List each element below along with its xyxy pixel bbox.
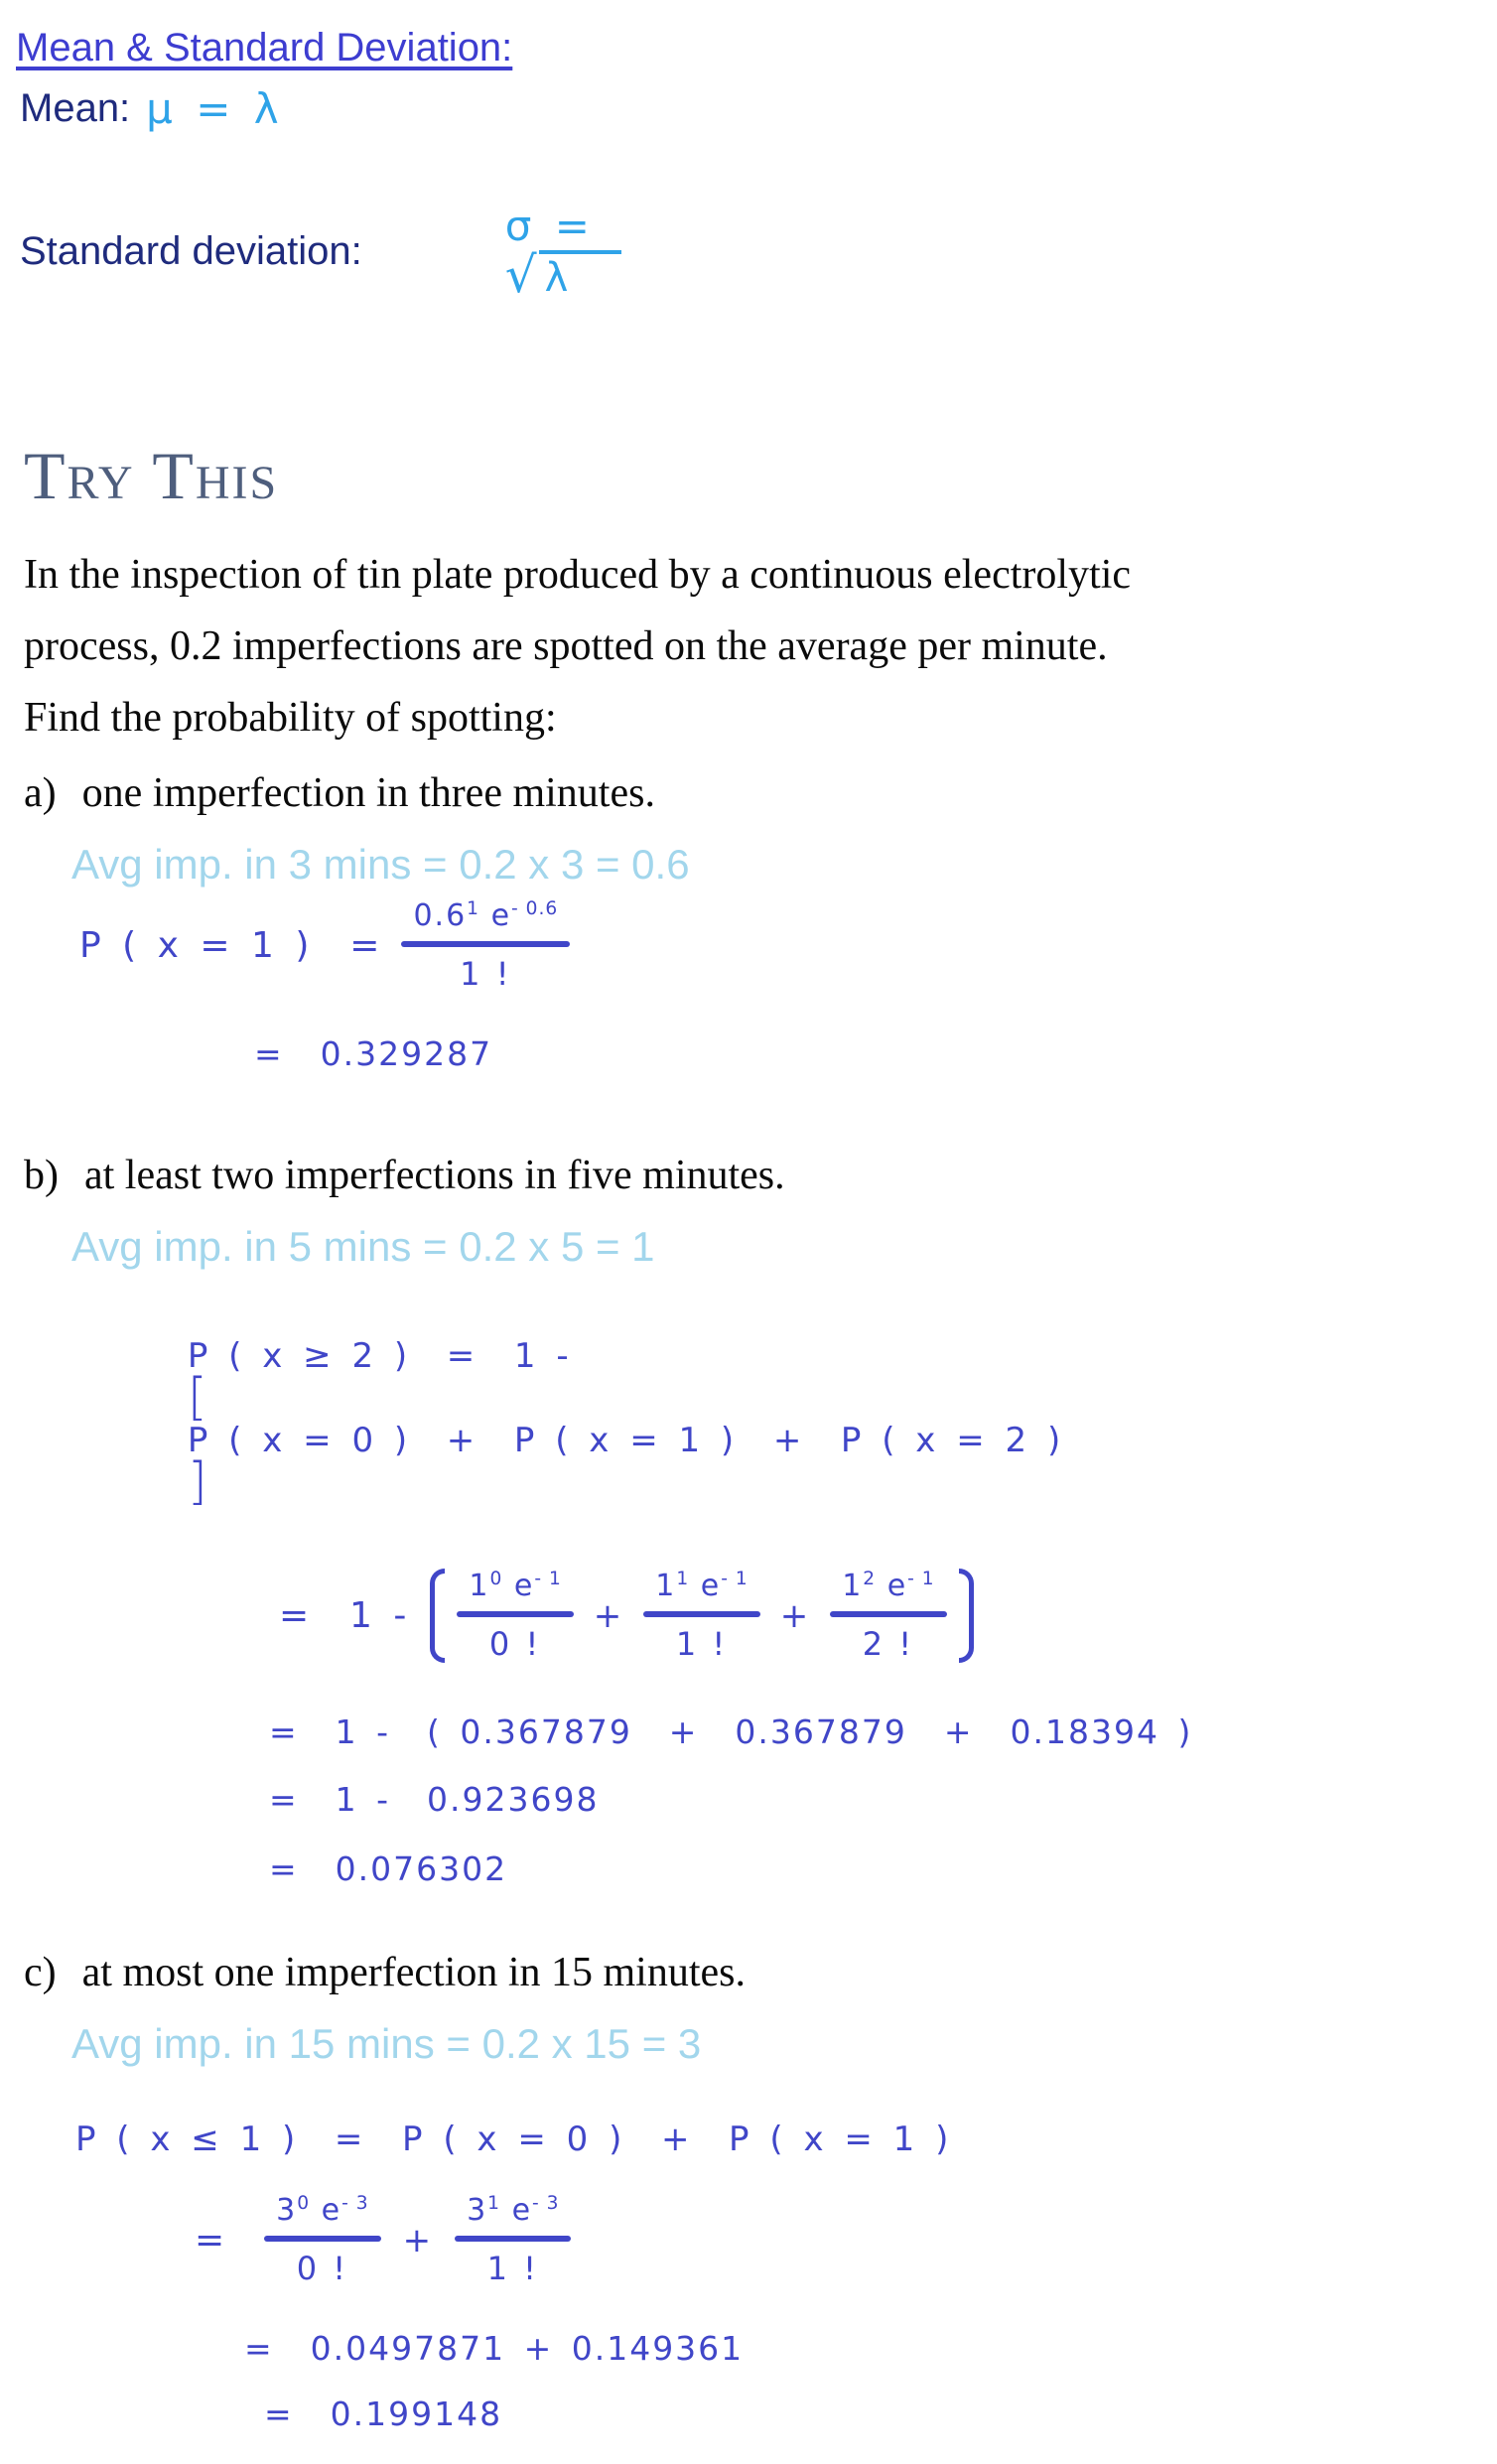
std-definition (20, 153, 1477, 350)
part-c-work-line-4: = 0.199148 (264, 2395, 503, 2433)
frac-exp: 1 (487, 2193, 501, 2214)
part-a-heading (24, 769, 1477, 817)
frac-exp: 0 (489, 1569, 503, 1589)
frac-e: e (321, 2193, 342, 2228)
frac-den: 1 ! (460, 955, 512, 993)
frac-exp: 2 (863, 1569, 877, 1589)
open-bracket: [ (187, 1368, 209, 1427)
problem-statement (24, 539, 1477, 753)
frac-e-exp: - 3 (341, 2193, 369, 2214)
part-b-question: at least two imperfections in five minutes. (84, 1153, 785, 1198)
mean-definition (20, 84, 1477, 133)
try-this-heading: Try This (24, 438, 279, 513)
frac-den: 1 ! (486, 2250, 539, 2287)
part-c-work-line-1: P ( x ≤ 1 ) = P ( x = 0 ) + P ( x = 1 ) (75, 2120, 951, 2159)
part-b (16, 1152, 1477, 1889)
open-bracket (430, 1569, 445, 1663)
close-bracket (959, 1569, 974, 1663)
part-c-label: c) (24, 1950, 57, 1995)
part-c (16, 1949, 1477, 2434)
frac-exp: 0 (297, 2193, 311, 2214)
std-label: Standard deviation: (20, 229, 362, 273)
frac-base: 1 (469, 1569, 490, 1603)
part-a-result: = 0.329287 (254, 1034, 493, 1073)
part-c-line2-prefix: = (195, 2220, 227, 2260)
frac-e-exp: - 1 (721, 1569, 748, 1589)
frac-exp: 1 (467, 898, 480, 919)
part-b-work-line-2 (279, 1569, 1477, 1663)
std-formula-handwritten (378, 153, 622, 350)
part-b-work-line-3: = 1 - ( 0.367879 + 0.367879 + 0.18394 ) (269, 1712, 1193, 1751)
fraction (401, 898, 570, 993)
part-b-line1-inner: P ( x = 0 ) + P ( x = 1 ) + P ( x = 2 ) (187, 1421, 1063, 1460)
fraction (264, 2193, 380, 2287)
fraction (643, 1569, 759, 1663)
frac-e: e (511, 2193, 533, 2228)
problem-line-1: In the inspection of tin plate produced by a continuous electrolytic (24, 552, 1132, 598)
part-c-avg-note: Avg imp. in 15 mins = 0.2 x 15 = 3 (71, 2020, 702, 2067)
plus-sign: + (779, 1595, 811, 1636)
part-c-question: at most one imperfection in 15 minutes. (81, 1950, 747, 1995)
part-b-work-line-4: = 1 - 0.923698 (269, 1780, 600, 1819)
frac-e: e (700, 1569, 722, 1603)
frac-e: e (513, 1569, 535, 1603)
frac-e: e (490, 898, 512, 933)
part-a-question: one imperfection in three minutes. (81, 770, 655, 816)
sqrt-sign: √ (504, 246, 539, 304)
frac-den: 0 ! (488, 1625, 542, 1663)
part-b-work-line-1 (75, 1297, 1477, 1545)
sqrt-expression (504, 246, 622, 304)
mean-formula-handwritten: μ = λ (146, 84, 281, 133)
frac-e-exp: - 3 (532, 2193, 560, 2214)
part-b-avg-note: Avg imp. in 5 mins = 0.2 x 5 = 1 (71, 1223, 655, 1270)
frac-den: 1 ! (675, 1625, 729, 1663)
part-a-avg-note: Avg imp. in 3 mins = 0.2 x 3 = 0.6 (71, 841, 690, 888)
frac-e-exp: - 1 (907, 1569, 935, 1589)
sqrt-radicand: λ (539, 250, 622, 300)
problem-line-3: Find the probability of spotting: (24, 695, 557, 741)
frac-e: e (886, 1569, 908, 1603)
frac-base: 3 (467, 2193, 488, 2228)
problem-line-2: process, 0.2 imperfections are spotted on the average per minute. (24, 623, 1108, 669)
part-c-work-line-2 (195, 2193, 1477, 2287)
fraction (830, 1569, 946, 1663)
part-a-formula (79, 898, 1477, 993)
part-c-work-line-3: = 0.0497871 + 0.149361 (244, 2329, 745, 2368)
mean-label: Mean: (20, 86, 131, 130)
frac-base: 3 (276, 2193, 298, 2228)
part-b-line1-prefix: P ( x ≥ 2 ) = 1 - (187, 1336, 571, 1376)
fraction (455, 2193, 571, 2287)
sigma-equals: σ = (504, 202, 592, 250)
part-a (16, 769, 1477, 1074)
plus-sign: + (593, 1595, 624, 1636)
frac-e-exp: - 0.6 (511, 898, 559, 919)
fraction (457, 1569, 573, 1663)
plus-sign: + (402, 2220, 434, 2260)
part-b-work-line-5: = 0.076302 (269, 1849, 508, 1888)
part-b-label: b) (24, 1153, 59, 1198)
frac-den: 2 ! (862, 1625, 915, 1663)
part-b-line2-prefix: = 1 - (279, 1595, 409, 1636)
frac-base: 1 (842, 1569, 864, 1603)
frac-exp: 1 (676, 1569, 690, 1589)
frac-base: 0.6 (413, 898, 468, 933)
part-b-heading (24, 1152, 1477, 1199)
part-a-formula-lhs: P ( x = 1 ) = (79, 925, 382, 966)
part-c-heading (24, 1949, 1477, 1996)
frac-den: 0 ! (296, 2250, 349, 2287)
close-bracket: ] (187, 1452, 209, 1511)
frac-base: 1 (655, 1569, 677, 1603)
section-title: Mean & Standard Deviation: (16, 26, 513, 69)
part-a-label: a) (24, 770, 57, 816)
frac-e-exp: - 1 (534, 1569, 562, 1589)
